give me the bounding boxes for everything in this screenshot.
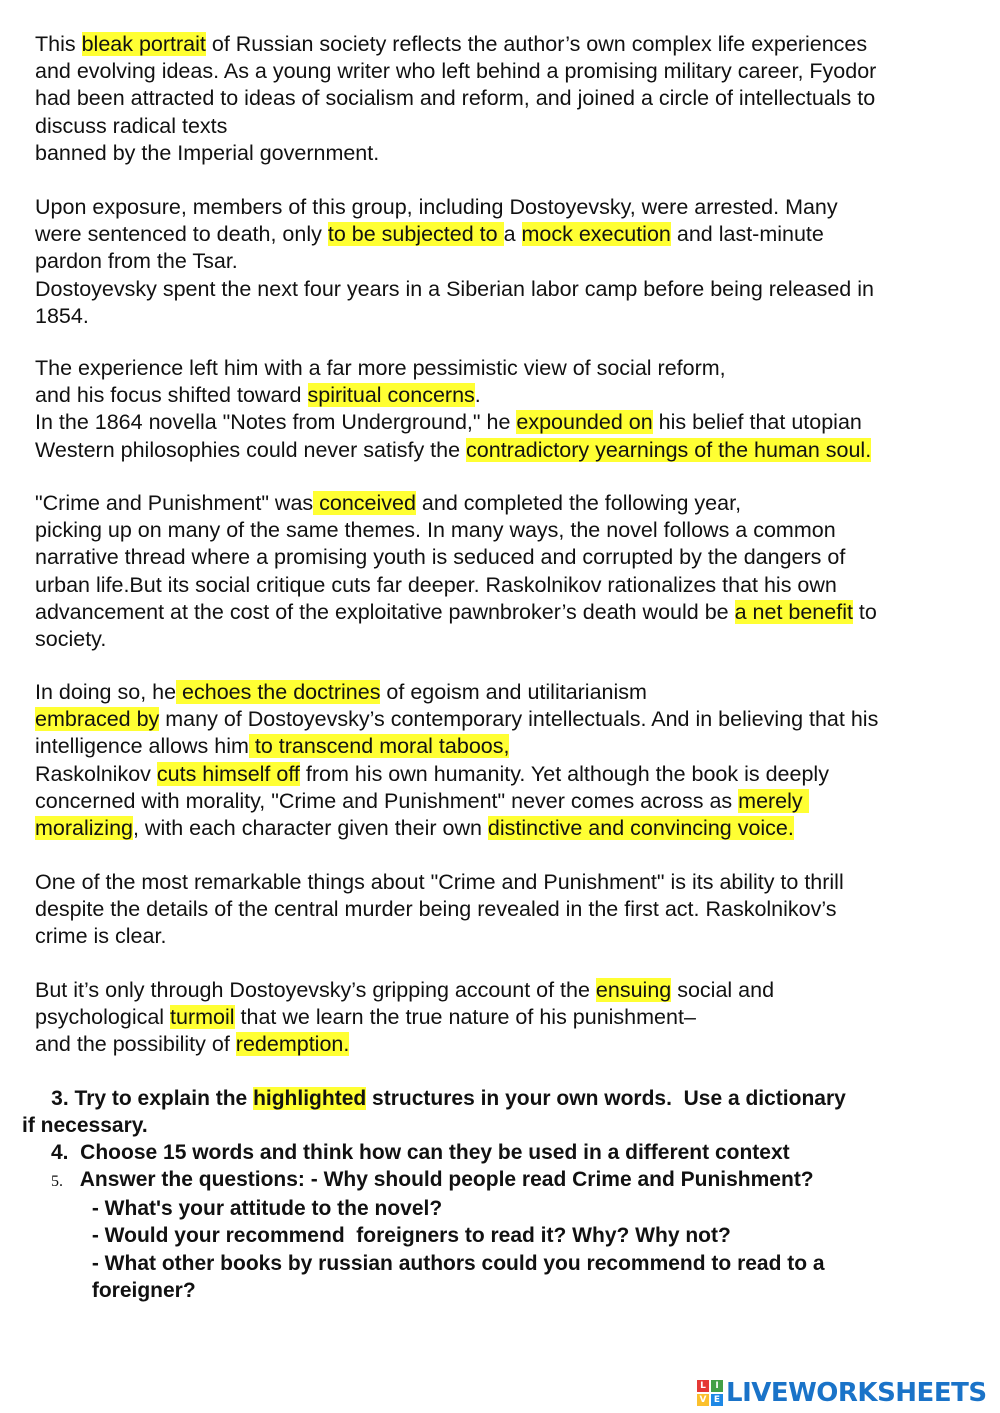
- text-segment: 3. Try to explain the: [22, 1087, 254, 1110]
- highlighted-phrase: merely: [738, 788, 809, 813]
- text-segment: and last-minute: [670, 222, 824, 247]
- text-segment: intelligence allows him: [35, 734, 249, 759]
- text-segment: and evolving ideas. As a young writer who left behind a promising military career, Fyodor: [35, 59, 877, 84]
- text-line: [35, 599, 877, 626]
- highlighted-phrase: moralizing: [35, 816, 133, 841]
- text-segment: 1854.: [35, 303, 89, 328]
- text-segment: - What other books by russian authors could you recommend to read to a: [51, 1251, 825, 1275]
- logo-mark-tile: E: [711, 1394, 723, 1406]
- text-line: [35, 85, 876, 112]
- paragraph: [35, 977, 774, 1059]
- text-line: [35, 733, 878, 760]
- highlighted-phrase: spiritual concerns: [307, 383, 475, 408]
- text-line: [35, 544, 877, 571]
- task-question: [22, 1085, 846, 1139]
- text-line: [35, 706, 878, 733]
- text-segment: picking up on many of the same themes. In many ways, the novel follows a common: [35, 518, 836, 543]
- text-segment: - Would your recommend foreigners to read it? Why? Why not?: [51, 1224, 731, 1248]
- text-segment: were sentenced to death, only: [35, 222, 328, 247]
- text-segment: But it’s only through Dostoyevsky’s gripping account of the: [35, 978, 596, 1002]
- highlighted-phrase: a net benefit: [734, 599, 853, 624]
- logo-text: LIVEWORKSHEETS: [726, 1378, 987, 1408]
- text-line: [51, 1195, 825, 1222]
- text-segment: One of the most remarkable things about "Crime and Punishment" is its ability to thrill: [35, 870, 844, 894]
- text-segment: many of Dostoyevsky’s contemporary intellectuals. And in believing that his: [159, 707, 879, 732]
- highlighted-phrase: to transcend moral taboos,: [248, 734, 510, 759]
- list-number: 5.: [51, 1173, 63, 1190]
- text-segment: foreigner?: [51, 1278, 196, 1302]
- highlighted-phrase: to be subjected to: [327, 222, 504, 247]
- text-segment: psychological: [35, 1005, 171, 1030]
- text-line: [51, 1277, 825, 1304]
- text-segment: Answer the questions: - Why should people read Crime and Punishment?: [63, 1168, 814, 1191]
- highlighted-phrase: contradictory yearnings of the human soul.: [466, 437, 872, 462]
- text-line: [35, 355, 871, 382]
- text-segment: to: [852, 599, 877, 624]
- text-line: [35, 303, 874, 330]
- text-line: [35, 923, 844, 950]
- text-line: [35, 626, 877, 653]
- text-segment: crime is clear.: [35, 924, 167, 949]
- paragraph: [35, 869, 844, 951]
- text-line: [35, 517, 877, 544]
- text-line: [35, 572, 877, 599]
- text-segment: of egoism and utilitarianism: [380, 680, 647, 704]
- text-segment: The experience left him with a far more pessimistic view of social reform,: [35, 356, 726, 380]
- text-line: [35, 194, 874, 221]
- text-line: [22, 1085, 846, 1112]
- text-line: [35, 896, 844, 923]
- text-segment: that we learn the true nature of his punishment–: [234, 1005, 696, 1030]
- text-line: [35, 490, 877, 517]
- paragraph: [35, 679, 878, 842]
- paragraph: [35, 31, 876, 167]
- text-segment: In doing so, he: [35, 680, 177, 704]
- highlighted-phrase: distinctive and convincing voice.: [487, 816, 794, 841]
- text-line: [35, 1004, 774, 1031]
- text-line: [35, 382, 871, 409]
- text-line: [35, 113, 876, 140]
- text-segment: and completed the following year,: [415, 491, 742, 515]
- highlighted-phrase: cuts himself off: [156, 761, 300, 786]
- text-segment: - What's your attitude to the novel?: [51, 1197, 443, 1221]
- text-line: [35, 140, 876, 167]
- text-segment: This: [35, 32, 82, 56]
- logo-mark-icon: [697, 1380, 723, 1406]
- text-segment: social and: [671, 978, 775, 1002]
- highlighted-phrase: turmoil: [170, 1005, 235, 1030]
- text-line: [35, 761, 878, 788]
- highlighted-phrase: expounded on: [516, 410, 653, 435]
- text-segment: 4. Choose 15 words and think how can they be used in a different context: [51, 1141, 790, 1164]
- text-segment: and his focus shifted toward: [35, 383, 308, 408]
- text-segment: if necessary.: [22, 1114, 148, 1138]
- text-line: [51, 1166, 825, 1195]
- text-line: [35, 276, 874, 303]
- text-segment: had been attracted to ideas of socialism and reform, and joined a circle of intellectuals to: [35, 86, 876, 111]
- text-segment: from his own humanity. Yet although the book is deeply: [299, 761, 829, 786]
- highlighted-phrase: bleak portrait: [81, 32, 206, 56]
- text-segment: .: [474, 383, 481, 408]
- highlighted-phrase: ensuing: [595, 978, 672, 1002]
- paragraph: [35, 194, 874, 330]
- text-segment: , with each character given their own: [132, 816, 488, 841]
- text-line: [35, 58, 876, 85]
- text-line: [35, 869, 844, 896]
- text-line: [35, 221, 874, 248]
- text-segment: urban life.But its social critique cuts far deeper. Raskolnikov rationalizes that his own: [35, 572, 837, 597]
- text-segment: Dostoyevsky spent the next four years in a Siberian labor camp before being released in: [35, 276, 874, 301]
- text-segment: his belief that utopian: [652, 410, 862, 435]
- text-line: [35, 248, 874, 275]
- text-segment: society.: [35, 627, 107, 652]
- text-segment: advancement at the cost of the exploitative pawnbroker’s death would be: [35, 599, 735, 624]
- text-segment: Western philosophies could never satisfy the: [35, 437, 467, 462]
- text-line: [35, 409, 871, 436]
- liveworksheets-logo[interactable]: [697, 1378, 987, 1408]
- text-line: [35, 788, 878, 815]
- logo-mark-tile: V: [697, 1394, 709, 1406]
- text-line: [35, 1031, 774, 1058]
- paragraph: [35, 490, 877, 653]
- text-line: [35, 31, 876, 58]
- text-line: [35, 679, 878, 706]
- text-segment: a: [503, 222, 522, 247]
- text-line: [35, 815, 878, 842]
- highlighted-phrase: redemption.: [235, 1032, 350, 1057]
- paragraph: [35, 355, 871, 464]
- text-segment: discuss radical texts: [35, 113, 228, 138]
- text-segment: In the 1864 novella "Notes from Underground," he: [35, 410, 517, 435]
- text-line: [51, 1250, 825, 1277]
- text-segment: despite the details of the central murder being revealed in the first act. Raskolnikov’s: [35, 897, 837, 922]
- highlighted-phrase: highlighted: [253, 1087, 367, 1110]
- text-line: [22, 1112, 846, 1139]
- text-line: [35, 437, 871, 464]
- text-segment: Upon exposure, members of this group, including Dostoyevsky, were arrested. Many: [35, 195, 838, 219]
- text-line: [35, 977, 774, 1004]
- highlighted-phrase: conceived: [313, 491, 416, 515]
- logo-mark-tile: I: [711, 1380, 723, 1392]
- text-segment: banned by the Imperial government.: [35, 140, 380, 165]
- text-segment: Raskolnikov: [35, 761, 157, 786]
- task-question: [51, 1139, 790, 1166]
- highlighted-phrase: embraced by: [35, 707, 160, 732]
- text-segment: "Crime and Punishment" was: [35, 491, 314, 515]
- text-segment: of Russian society reflects the author’s own complex life experiences: [205, 32, 868, 56]
- text-segment: narrative thread where a promising youth is seduced and corrupted by the dangers of: [35, 545, 846, 570]
- text-segment: and the possibility of: [35, 1032, 236, 1057]
- highlighted-phrase: mock execution: [521, 222, 671, 247]
- highlighted-phrase: echoes the doctrines: [176, 680, 381, 704]
- text-segment: pardon from the Tsar.: [35, 249, 238, 274]
- text-segment: concerned with morality, "Crime and Punishment" never comes across as: [35, 788, 739, 813]
- text-line: [51, 1139, 790, 1166]
- text-line: [51, 1222, 825, 1249]
- task-question: [51, 1166, 825, 1304]
- text-segment: structures in your own words. Use a dictionary: [366, 1087, 846, 1110]
- logo-mark-tile: L: [697, 1380, 709, 1392]
